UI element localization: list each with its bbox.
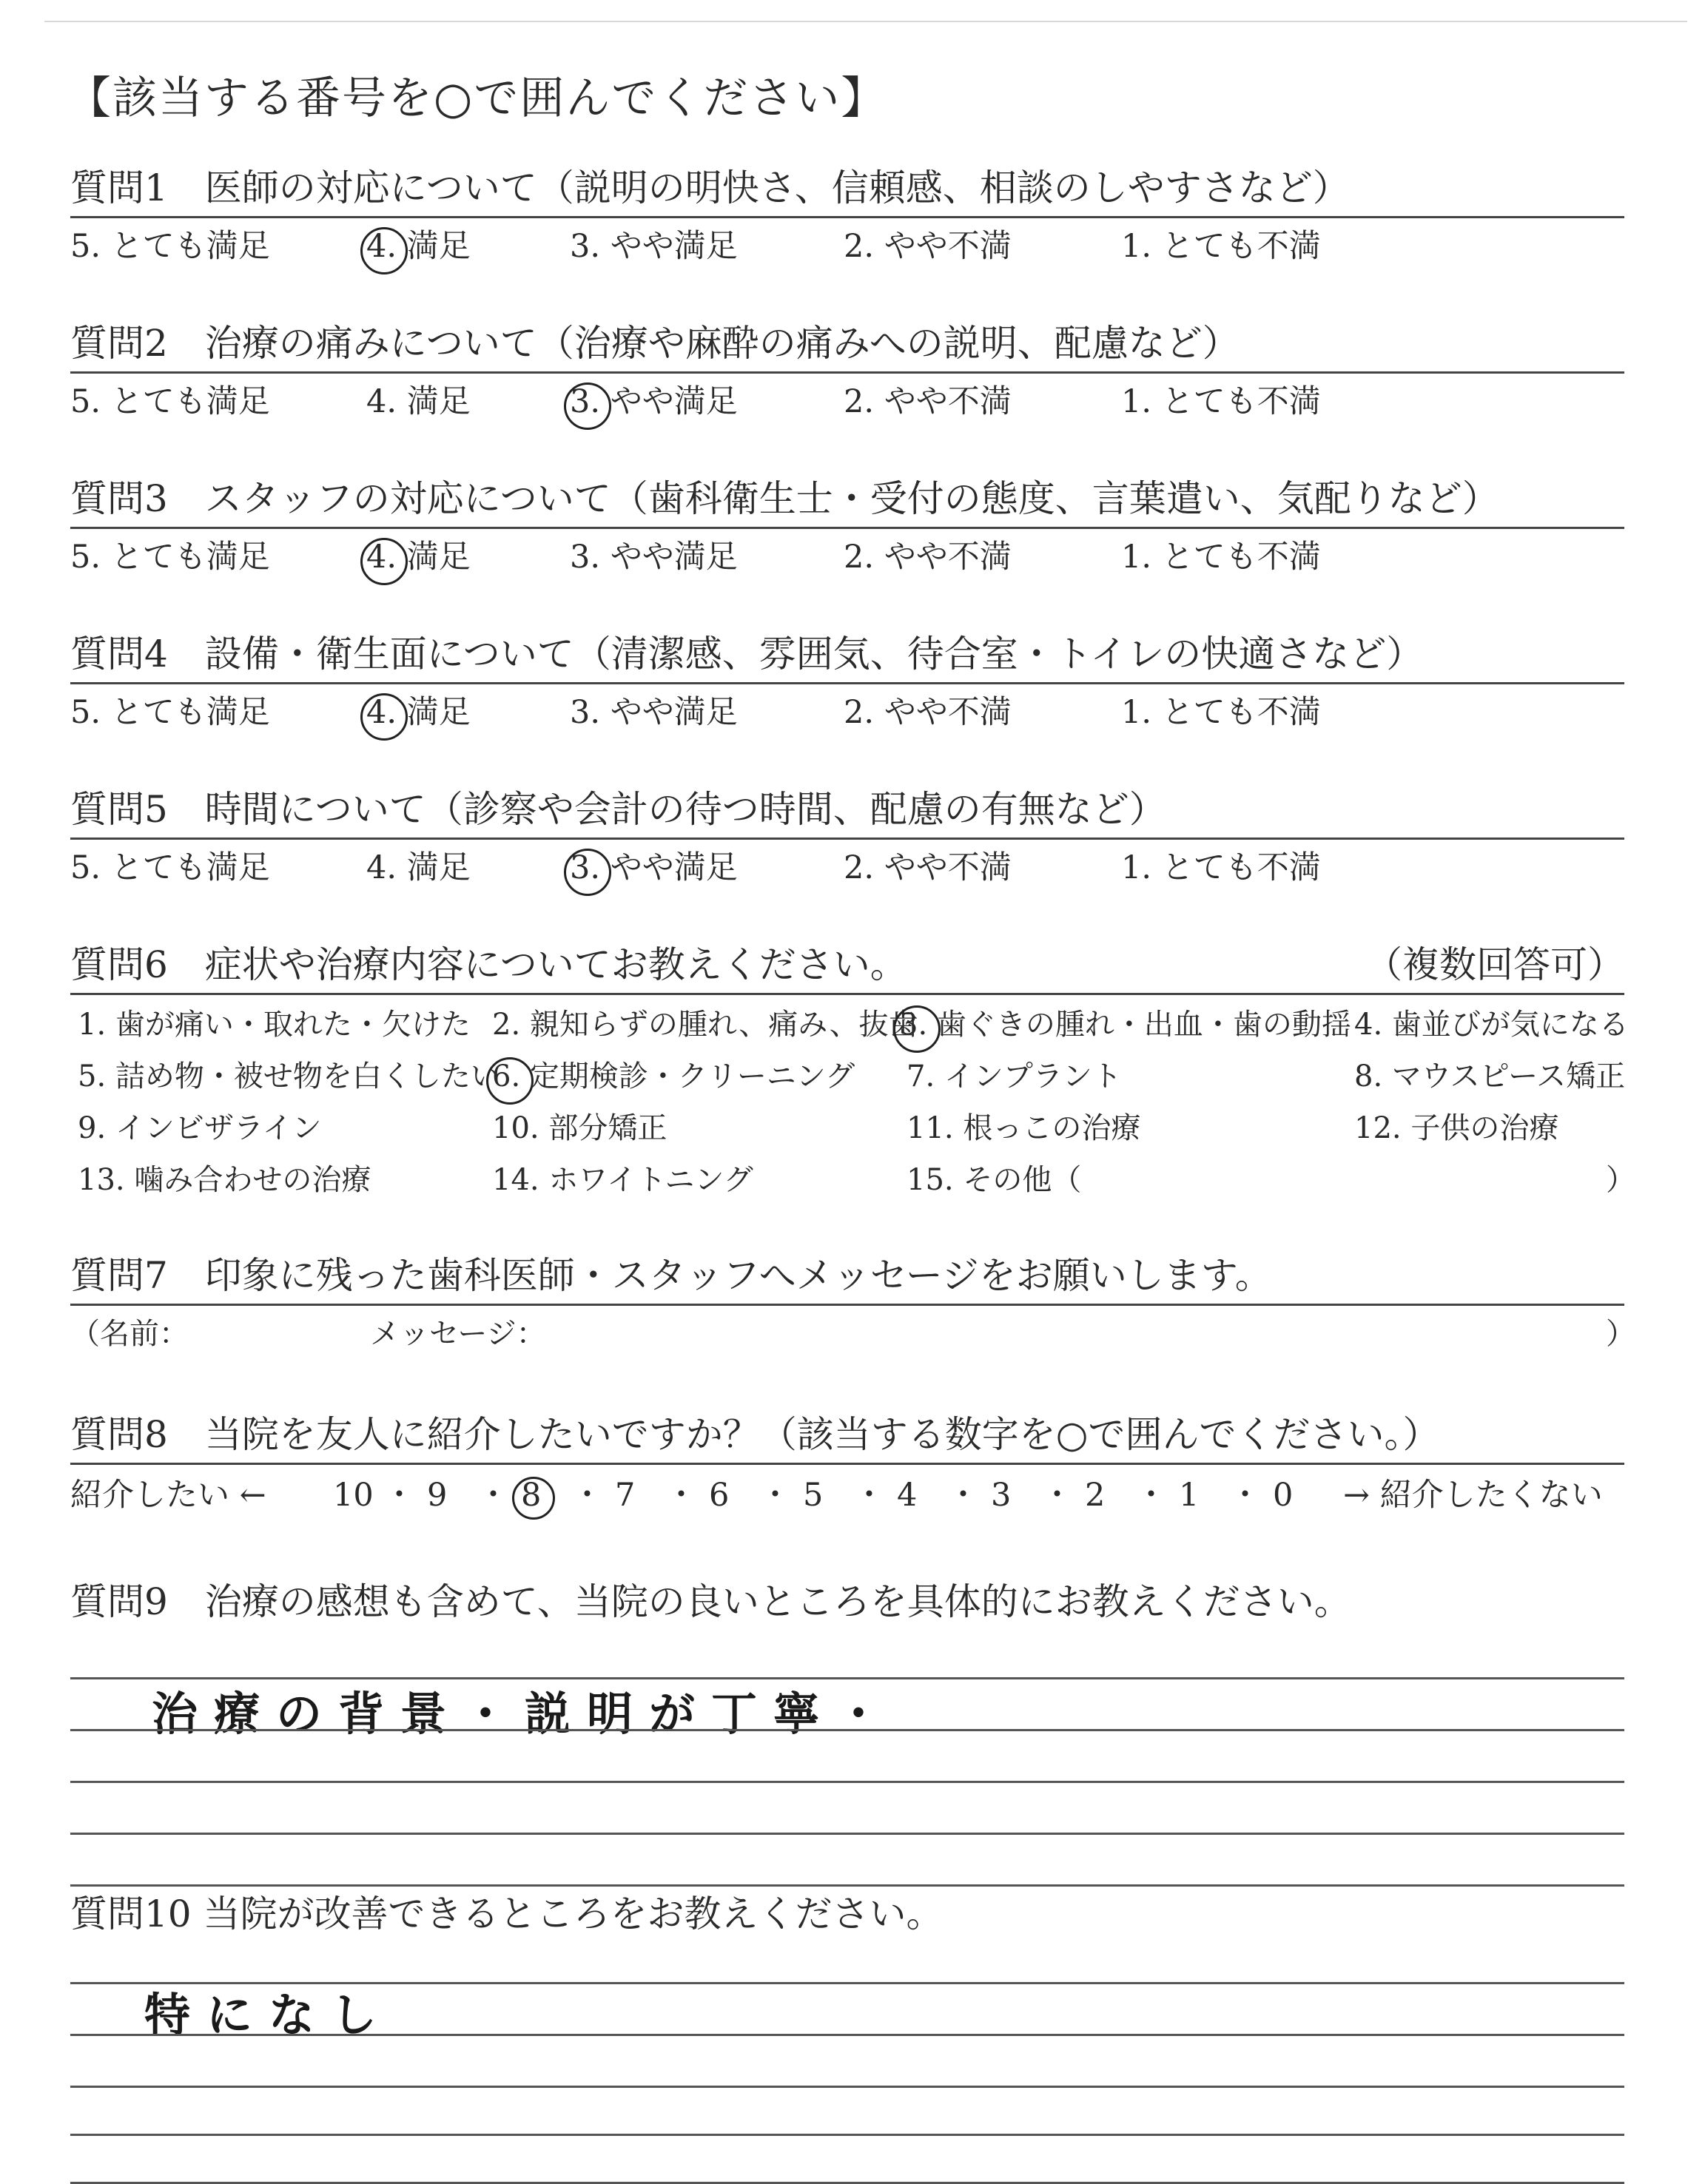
rating-option-1[interactable]: 1. とても不満 xyxy=(1121,694,1321,731)
scale-value[interactable]: 7 xyxy=(615,1477,636,1514)
treatment-option-15[interactable]: 15. その他（ xyxy=(907,1163,1082,1197)
rating-option-5[interactable]: 5. とても満足 xyxy=(70,849,270,886)
scale-separator: ・ xyxy=(665,1477,697,1514)
message-line xyxy=(70,1312,1635,1356)
question-title: 質問1 医師の対応について（説明の明快さ、信頼感、相談のしやすさなど） xyxy=(70,166,1350,209)
handwritten-answer: 特になし xyxy=(144,1988,394,2042)
page-heading: 【該当する番号を○で囲んでください】 xyxy=(67,73,887,124)
question-title: 質問7 印象に残った歯科医師・スタッフへメッセージをお願いします。 xyxy=(70,1254,1272,1297)
rating-option-4[interactable] xyxy=(366,690,471,735)
scale-separator: ・ xyxy=(853,1477,885,1514)
rating-option-1[interactable]: 1. とても不満 xyxy=(1121,849,1321,886)
divider xyxy=(70,837,1624,840)
scale-value[interactable]: 5 xyxy=(803,1477,824,1514)
question-7 xyxy=(70,1252,1635,1356)
treatment-option-10[interactable]: 10. 部分矯正 xyxy=(492,1111,667,1145)
rating-option-2[interactable]: 2. やや不満 xyxy=(844,539,1012,576)
rating-option-2[interactable]: 2. やや不満 xyxy=(844,383,1012,420)
scale-value[interactable]: 6 xyxy=(709,1477,730,1514)
rating-option-2[interactable]: 2. やや不満 xyxy=(844,849,1012,886)
treatment-option-9[interactable]: 9. インビザライン xyxy=(78,1111,322,1145)
scale-value[interactable]: 2 xyxy=(1085,1477,1106,1514)
scale-separator: ・ xyxy=(1135,1477,1167,1514)
selection-circle: 4. 満足 xyxy=(366,224,471,269)
rating-option-4[interactable] xyxy=(366,535,471,579)
divider xyxy=(70,1463,1624,1465)
treatment-option-5[interactable]: 5. 詰め物・被せ物を白くしたい xyxy=(78,1059,500,1093)
scale-separator: ・ xyxy=(1041,1477,1073,1514)
question-title: 質問5 時間について（診察や会計の待つ時間、配慮の有無など） xyxy=(70,788,1166,831)
rating-option-2[interactable]: 2. やや不満 xyxy=(844,228,1012,265)
rating-option-3[interactable]: 3. やや満足 xyxy=(570,539,738,576)
answer-line xyxy=(70,2034,1624,2036)
other-close-paren: ） xyxy=(1606,1163,1635,1197)
answer-line xyxy=(70,2086,1624,2088)
recommend-scale xyxy=(70,1471,1624,1520)
answer-line xyxy=(70,2134,1624,2136)
treatment-option-6[interactable] xyxy=(492,1054,855,1099)
multiple-answers-note: （複数回答可） xyxy=(1365,943,1624,986)
selection-circle: 3. やや満足 xyxy=(570,846,738,890)
scale-separator: ・ xyxy=(947,1477,979,1514)
rating-options xyxy=(70,846,1624,890)
treatment-option-2[interactable]: 2. 親知らずの腫れ、痛み、抜歯 xyxy=(492,1008,918,1042)
question-title: 質問8 当院を友人に紹介したいですか？（該当する数字を○で囲んでください。） xyxy=(70,1413,1440,1456)
handwritten-answer: 治療の背景・説明が丁寧・ xyxy=(152,1687,898,1741)
scale-separator: ・ xyxy=(1229,1477,1261,1514)
rating-option-1[interactable]: 1. とても不満 xyxy=(1121,383,1321,420)
question-title: 質問10 当院が改善できるところをお教えください。 xyxy=(70,1893,944,1935)
answer-line xyxy=(70,1781,1624,1783)
question-title: 質問4 設備・衛生面について（清潔感、雰囲気、待合室・トイレの快適さなど） xyxy=(70,633,1424,675)
question-title: 質問9 治療の感想も含めて、当院の良いところを具体的にお教えください。 xyxy=(70,1580,1351,1623)
rating-option-2[interactable]: 2. やや不満 xyxy=(844,694,1012,731)
rating-option-3[interactable] xyxy=(570,846,738,890)
divider xyxy=(70,993,1624,995)
scale-separator: ・ xyxy=(759,1477,791,1514)
rating-option-3[interactable]: 3. やや満足 xyxy=(570,228,738,265)
treatment-option-12[interactable]: 12. 子供の治療 xyxy=(1354,1111,1559,1145)
selection-circle: 3. やや満足 xyxy=(570,380,738,424)
answer-area[interactable] xyxy=(70,1625,1624,1892)
rating-option-3[interactable]: 3. やや満足 xyxy=(570,694,738,731)
rating-option-4[interactable] xyxy=(366,224,471,269)
treatment-option-8[interactable]: 8. マウスピース矯正 xyxy=(1354,1059,1626,1093)
rating-option-5[interactable]: 5. とても満足 xyxy=(70,539,270,576)
selection-circle: 6. 定期検診・クリーニング xyxy=(492,1054,855,1099)
rating-options xyxy=(70,535,1624,579)
divider xyxy=(70,1304,1624,1306)
scale-value[interactable]: 0 xyxy=(1273,1477,1294,1514)
question-3 xyxy=(70,475,1624,579)
rating-option-4[interactable]: 4. 満足 xyxy=(366,849,471,886)
scale-left-label: 紹介したい ← xyxy=(70,1477,266,1514)
question-title: 質問6 症状や治療内容についてお教えください。 xyxy=(70,943,907,986)
answer-line xyxy=(70,1884,1624,1887)
scale-value[interactable]: 8 xyxy=(521,1471,541,1520)
name-label: （名前： xyxy=(70,1317,189,1351)
answer-line xyxy=(70,1729,1624,1731)
rating-options xyxy=(70,380,1624,424)
question-4 xyxy=(70,630,1624,735)
scale-separator: ・ xyxy=(477,1477,509,1514)
question-title: 質問3 スタッフの対応について（歯科衛生士・受付の態度、言葉遣い、気配りなど） xyxy=(70,477,1499,520)
question-title: 質問2 治療の痛みについて（治療や麻酔の痛みへの説明、配慮など） xyxy=(70,322,1240,365)
question-1 xyxy=(70,164,1624,269)
rating-option-3[interactable] xyxy=(570,380,738,424)
answer-area[interactable] xyxy=(70,1938,1624,2182)
scale-value[interactable]: 4 xyxy=(897,1477,918,1514)
question-2 xyxy=(70,320,1624,424)
divider xyxy=(70,682,1624,684)
divider xyxy=(70,371,1624,374)
treatment-option-3[interactable] xyxy=(899,1002,1351,1047)
treatment-option-14[interactable]: 14. ホワイトニング xyxy=(492,1163,753,1197)
divider xyxy=(70,216,1624,218)
rating-option-1[interactable]: 1. とても不満 xyxy=(1121,539,1321,576)
question-5 xyxy=(70,786,1624,890)
treatment-option-1[interactable]: 1. 歯が痛い・取れた・欠けた xyxy=(78,1008,471,1042)
scale-separator: ・ xyxy=(383,1477,415,1514)
question-8 xyxy=(70,1411,1624,1520)
treatment-option-13[interactable]: 13. 噛み合わせの治療 xyxy=(78,1163,371,1197)
treatment-option-7[interactable]: 7. インプラント xyxy=(907,1059,1122,1093)
scale-value[interactable]: 10 xyxy=(333,1477,374,1514)
divider xyxy=(70,527,1624,529)
rating-option-4[interactable]: 4. 満足 xyxy=(366,383,471,420)
message-label: メッセージ： xyxy=(370,1317,546,1351)
scale-right-label: → 紹介したくない xyxy=(1343,1477,1603,1514)
rating-options xyxy=(70,690,1624,735)
rating-options xyxy=(70,224,1624,269)
rating-option-5[interactable]: 5. とても満足 xyxy=(70,383,270,420)
scan-edge-line xyxy=(44,21,1687,22)
rating-option-1[interactable]: 1. とても不満 xyxy=(1121,228,1321,265)
scale-value[interactable]: 1 xyxy=(1179,1477,1200,1514)
question-9 xyxy=(70,1578,1624,1892)
selection-circle: 4. 満足 xyxy=(366,690,471,735)
rating-option-5[interactable]: 5. とても満足 xyxy=(70,694,270,731)
scale-value[interactable]: 9 xyxy=(427,1477,448,1514)
rating-option-5[interactable]: 5. とても満足 xyxy=(70,228,270,265)
scale-separator: ・ xyxy=(571,1477,603,1514)
treatment-option-4[interactable]: 4. 歯並びが気になる xyxy=(1354,1008,1629,1042)
question-10 xyxy=(70,1890,1624,2182)
message-close-paren: ） xyxy=(1606,1317,1635,1351)
selection-circle: 4. 満足 xyxy=(366,535,471,579)
scale-value[interactable]: 3 xyxy=(991,1477,1012,1514)
answer-line xyxy=(70,1833,1624,1835)
question-6 xyxy=(70,941,1635,1217)
selection-circle: 3. 歯ぐきの腫れ・出血・歯の動揺 xyxy=(899,1002,1351,1047)
treatment-options xyxy=(70,1002,1635,1217)
treatment-option-11[interactable]: 11. 根っこの治療 xyxy=(907,1111,1141,1145)
